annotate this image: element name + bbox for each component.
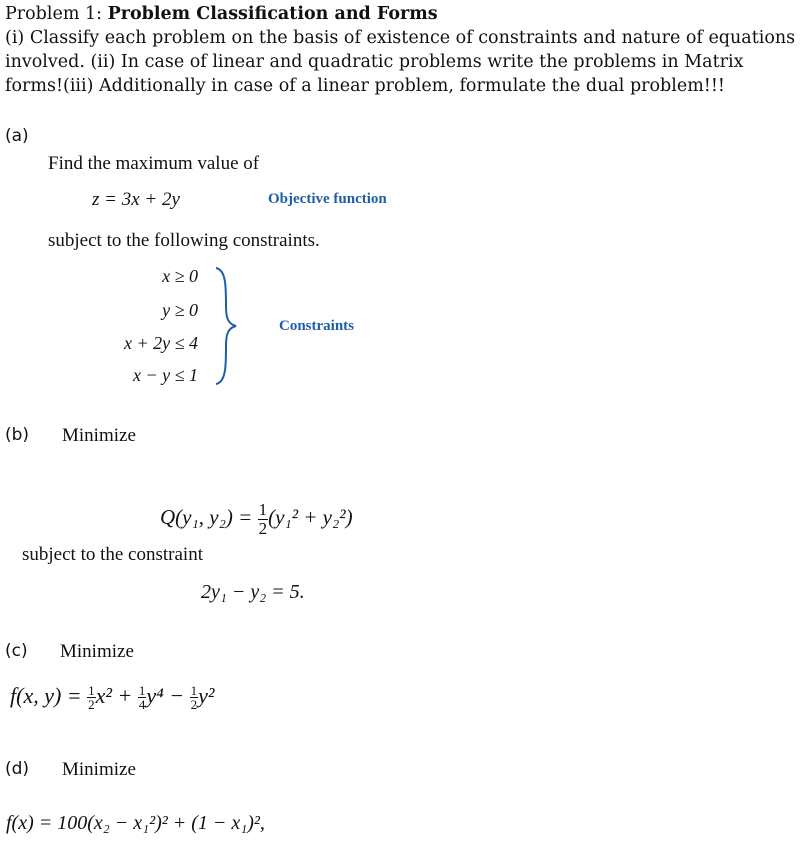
constraint-2: y ≥ 0: [162, 300, 198, 320]
part-d-label: (d): [5, 759, 30, 779]
part-b-label: (b): [5, 425, 30, 445]
part-b-frac-den: 2: [258, 518, 268, 538]
part-a-intro: Find the maximum value of: [48, 153, 260, 174]
part-b-objective: [160, 495, 353, 539]
part-b-subject: subject to the constraint: [22, 544, 203, 565]
constraint-4: x − y ≤ 1: [132, 365, 198, 385]
header-title-prefix: Problem 1:: [5, 4, 108, 24]
part-b-verb: Minimize: [62, 425, 136, 446]
part-c-verb: Minimize: [60, 641, 134, 662]
constraints-brace: [212, 266, 242, 386]
part-b-frac-num: 1: [258, 499, 268, 519]
part-d-verb: Minimize: [62, 759, 136, 780]
part-c-function: f(x, y) = $\frac{1}{2}$ x² + $\frac{1}{4}$ y⁴ − $\frac{1}{2}$ y²: [10, 682, 215, 713]
part-d-expression: f(x) = 100(x₂ − x₁²)² + (1 − x₁)²,: [6, 812, 265, 834]
constraint-3: x + 2y ≤ 4: [123, 333, 198, 353]
part-b-constraint: 2y₁ − y₂ = 5.: [201, 581, 305, 603]
part-c-term-2: y⁴: [146, 683, 164, 708]
part-a-label: (a): [5, 126, 29, 146]
problem-header: [5, 2, 800, 98]
part-b-lhs: Q(y₁, y₂) =: [160, 505, 258, 529]
part-b-rhs: (y₁² + y₂²): [268, 505, 353, 529]
constraint-1: x ≥ 0: [162, 266, 198, 286]
part-c-lhs: f(x, y) =: [10, 683, 88, 708]
part-c-label: (c): [5, 641, 28, 661]
part-a-subject: subject to the following constraints.: [48, 230, 320, 251]
part-c-frac-1: $\frac{1}{2}$: [88, 682, 95, 713]
part-b-fraction: [258, 501, 269, 538]
objective-function-note: Objective function: [268, 191, 387, 207]
constraints-note: Constraints: [279, 318, 355, 334]
header-instructions: (i) Classify each problem on the basis of existence of constraints and nature of equations involved. (ii) In case of linear and quadratic problems write the problems in Matrix forms!(iii) Additionally in case of a linear problem, formulate the dual problem!!!: [5, 28, 796, 96]
part-a-objective: z = 3x + 2y: [92, 189, 180, 210]
part-c-term-3: y²: [198, 683, 215, 708]
header-title: Problem Classification and Forms: [107, 4, 438, 24]
part-c-frac-2: $\frac{1}{4}$: [138, 682, 146, 713]
part-c-term-1: x²: [95, 683, 113, 708]
part-c-frac-3: $\frac{1}{2}$: [190, 682, 198, 713]
